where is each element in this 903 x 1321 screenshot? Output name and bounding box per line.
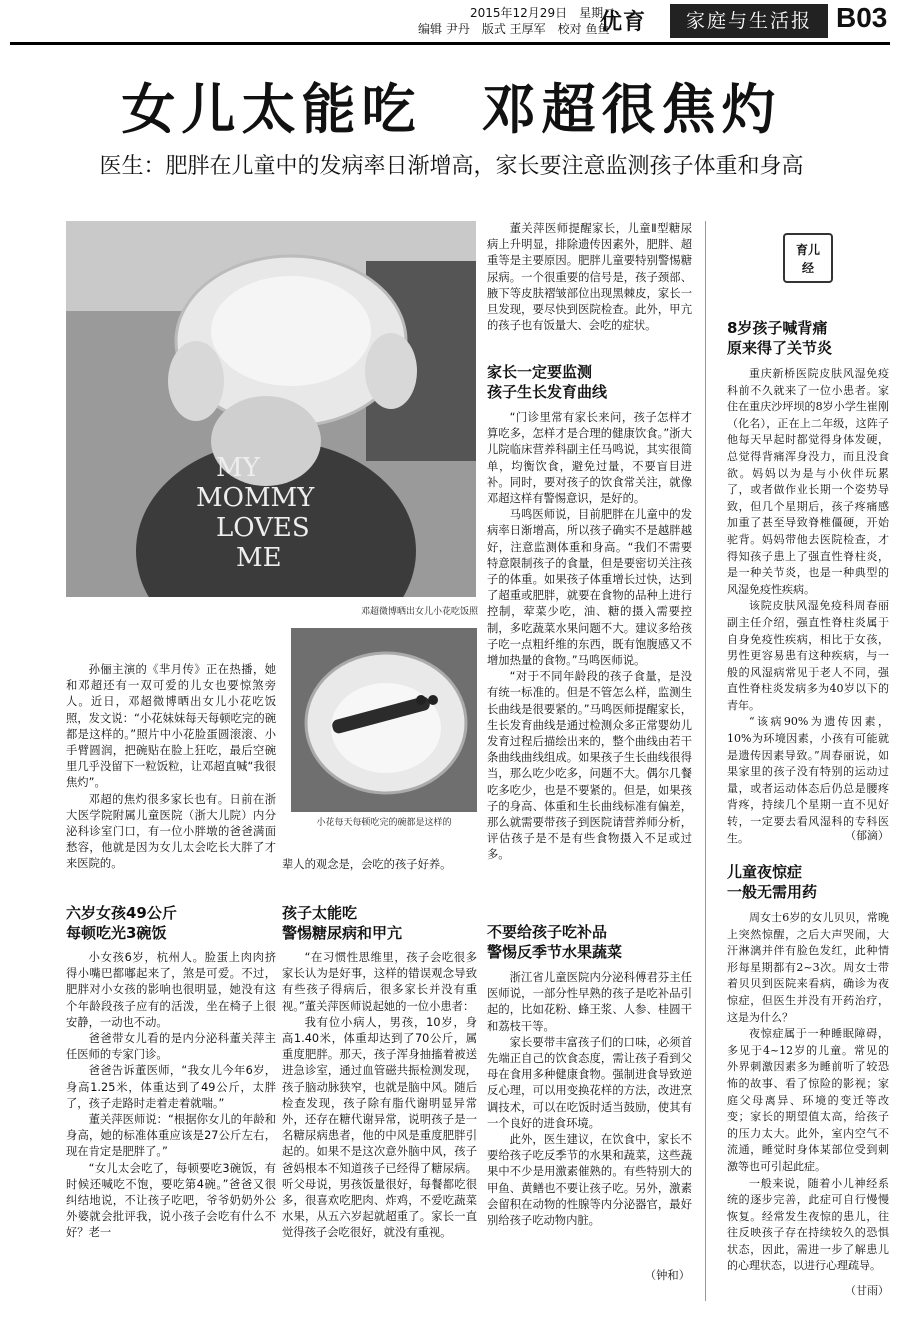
paragraph: 孙俪主演的《芈月传》正在热播，她和邓超还有一双可爱的儿女也要惊煞旁人。近日，邓超微博晒出女儿小花吃饭照，发文说：“小花妹妹每天每顿吃完的碗都是这样的。”照片中小花脸蛋圆滚滚、小手臂圆润，把碗贴在脸上狂吃，最后空碗里几乎没留下一粒饭粒，让邓超直喊“我很焦灼”。 — [66, 663, 276, 790]
column-3-intro — [487, 221, 692, 334]
section-name: 优育 — [600, 10, 647, 35]
paragraph: 周女士6岁的女儿贝贝，常晚上突然惊醒，之后大声哭闹，大汗淋漓并伴有脸色发红，此种情形每星期都有2~3次。周女士带着贝贝到医院来看病，确诊为夜惊症，但医生并没有开药治疗，这是为什么？ — [727, 911, 889, 1024]
column-2-tail — [282, 857, 477, 873]
sidebar-credit-1: （郁滴） — [845, 829, 889, 842]
svg-text:ME: ME — [236, 543, 282, 573]
heading-line: 六岁女孩49公斤 — [66, 904, 177, 922]
editor-credits: 编辑 尹丹 版式 王厚军 校对 鱼鱼 — [418, 22, 610, 36]
column-1-intro — [66, 662, 276, 873]
parenting-badge — [783, 233, 833, 283]
page-headline: 女儿太能吃 邓超很焦灼 — [121, 77, 782, 141]
heading-line: 不要给孩子吃补品 — [487, 923, 608, 941]
photo-girl-eating — [66, 221, 476, 597]
paragraph: “该病90%为遗传因素，10%为环境因素，小孩有可能就是遗传因素导致。”周春丽说，如果家里的孩子没有特别的运动过量，或者运动体态后仍总是腰疼背疼，持续几个星期一直不见好转，一定要去看风湿科的专科医生。 — [727, 715, 889, 845]
column-3-body — [487, 410, 692, 864]
sidebar-story-1 — [727, 366, 889, 847]
photo2-caption: 小花每天每顿吃完的碗都是这样的 — [316, 818, 452, 828]
paragraph: 该院皮肤风湿免疫科周春丽副主任介绍，强直性脊柱炎属于自身免疫性疾病，相比于女孩，男性更容易患有这种疾病，与一般的风湿病常见于老人不同，强直性脊柱炎发病多为40岁以下的青年。 — [727, 599, 889, 712]
heading-line: 原来得了关节炎 — [727, 339, 833, 357]
article-credit: （钟和） — [644, 1269, 690, 1282]
section-heading-2 — [282, 903, 477, 943]
section-heading-3 — [487, 362, 692, 402]
paragraph-tail: 辈人的观念是，会吃的孩子好养。 — [282, 858, 452, 871]
column-3-body-2 — [487, 970, 692, 1229]
paragraph: 爸爸告诉董医师，“我女儿今年6岁，身高1.25米，体重达到了49公斤，太胖了，孩子走路时走着走着就喘。” — [66, 1064, 276, 1110]
page-subheadline: 医生：肥胖在儿童中的发病率日渐增高，家长要注意监测孩子体重和身高 — [99, 154, 804, 179]
paragraph: “女儿太会吃了，每顿要吃3碗饭，有时候还喊吃不饱，要吃第4碗。”爸爸又很纠结地说，不让孩子吃吧，爷爷奶奶外公外婆就会批评我，说小孩子会吃有什么不好？老一 — [66, 1161, 276, 1240]
paragraph: 小女孩6岁，杭州人。脸蛋上肉肉挤得小嘴巴都嘟起来了，煞是可爱。不过，肥胖对小女孩的影响也很明显，她没有这个年龄段孩子应有的活泼，坐在椅子上很安静，一动也不动。 — [66, 951, 276, 1029]
paragraph: 董关萍医师提醒家长，儿童Ⅱ型糖尿病上升明显，排除遗传因素外，肥胖、超重等是主要原因。肥胖儿童要特别警惕糖尿病。一个很重要的信号是，孩子颈部、腋下等皮肤褶皱部位出现黑棘皮，家长一旦发现，要尽快到医院检查。此外，甲亢的孩子也有饭量大、会吃的症状。 — [487, 222, 692, 333]
paragraph: 我有位小病人，男孩，10岁，身高1.40米，体重却达到了70公斤，属重度肥胖。那天，孩子浑身抽搐着被送进急诊室，通过血管磁共振检测发现，孩子脑动脉狭窄，也就是脑中风。随后检查发现，孩子除有脂代谢明显异常外，还存在糖代谢异常，说明孩子是一名糖尿病患者，他的中风是重度肥胖引起的。如果不是这次意外脑中风，孩子爸妈根本不知道孩子已经得了糖尿病。听父母说，男孩饭量很好，每餐都吃很多，很喜欢吃肥肉、炸鸡，不爱吃蔬菜水果，从五六岁起就超重了。家长一直觉得孩子会吃很好，就没有重视。 — [282, 1015, 477, 1240]
page-number: B03 — [836, 2, 888, 33]
newspaper-logo: 家庭与生活报 — [670, 4, 828, 38]
paragraph: 此外，医生建议，在饮食中，家长不要给孩子吃反季节的水果和蔬菜，这些蔬果中不少是用激素催熟的。有些特别大的甲鱼、黄鳝也不要让孩子吃。另外，激素会留积在动物的性腺等内分泌器官，最好别给孩子吃动物内脏。 — [487, 1133, 692, 1228]
heading-line: 警惕反季节水果蔬菜 — [487, 943, 623, 961]
svg-text:MOMMY: MOMMY — [196, 483, 315, 513]
heading-line: 孩子生长发育曲线 — [487, 383, 608, 401]
paragraph: 爸爸带女儿看的是内分泌科董关萍主任医师的专家门诊。 — [66, 1032, 276, 1062]
section-heading-4 — [487, 922, 692, 962]
paragraph: “门诊里常有家长来问，孩子怎样才算吃多，怎样才是合理的健康饮食。”浙大儿院临床营养科副主任马鸣说，其实很简单，均衡饮食，避免过量，不要盲目进补。同时，要对孩子的饮食常关注，就像邓超这样有警惕意识，是好的。 — [487, 411, 692, 506]
column-2-body — [282, 950, 477, 1242]
heading-line: 家长一定要监测 — [487, 363, 593, 381]
section-heading-1 — [66, 903, 276, 943]
paragraph: 重庆新桥医院皮肤风湿免疫科前不久就来了一位小患者。家住在重庆沙坪坝的8岁小学生崔刚（化名），正在上二年级，这阵子他每天早起时都觉得身体发硬，总觉得背痛浑身没力，而且没食欲。妈妈以为是与小伙伴玩累了，或者做作业长期一个姿势导致，但几个星期后，孩子疼痛感加重了甚至导致脊椎僵硬，开始驼背。妈妈带他去医院检查，才得知孩子患上了强直性脊柱炎，是一种关节炎，也是一种典型的风湿免疫性疾病。 — [727, 367, 889, 596]
svg-text:LOVES: LOVES — [216, 513, 310, 543]
paragraph: “对于不同年龄段的孩子食量，是没有统一标准的。但是不管怎么样，监测生长曲线是很要紧的。”马鸣医师提醒家长，生长发育曲线是通过检测众多正常婴幼儿发育过程后描绘出来的，整个曲线由若干条曲线曲线组成。如果孩子生长曲线很得当，那么吃少吃多，问题不大。偶尔几餐吃多吃少，也是不要紧的。但是，如果孩子的身高、体重和生长曲线标准有偏差，那么就需要带孩子到医院请营养师分析，评估孩子是不是有些食物摄入不足或过多。 — [487, 670, 692, 862]
heading-line: 孩子太能吃 — [282, 904, 358, 922]
photo1-caption: 邓超微博晒出女儿小花吃饭照 — [360, 607, 478, 617]
sidebar-story-2 — [727, 910, 889, 1275]
paragraph: 家长要带丰富孩子们的口味，必须首先端正自己的饮食态度，需让孩子看到父母在食用多种健康食物。强制进食导致逆反心理，可以用变换花样的方法，改进烹调技术，可以在吃饭时适当鼓励，使其有一个良好的进食环境。 — [487, 1035, 692, 1130]
masthead-rule — [10, 42, 890, 45]
paragraph: “在习惯性思维里，孩子会吃很多家长认为是好事，这样的错误观念导致有些孩子得病后，很多家长并没有重视。”董关萍医师说起她的一位小患者： — [282, 951, 477, 1013]
badge-line: 经 — [801, 261, 814, 275]
empty-bowl-illustration — [291, 628, 477, 812]
heading-line: 警惕糖尿病和甲亢 — [282, 924, 403, 942]
issue-date: 2015年12月29日 星期二 — [470, 6, 616, 20]
paragraph: 邓超的焦灼很多家长也有。日前在浙大医学院附属儿童医院（浙大儿院）内分泌科诊室门口，有一位小胖墩的爸爸满面愁容，他就是因为女儿太会吃长大胖了才来医院的。 — [66, 792, 276, 871]
paragraph: 夜惊症属于一种睡眠障碍，多见于4~12岁的儿童。常见的外界刺激因素多为睡前听了较恐怖的故事、看了惊险的影视；家庭父母离异、环境的变迁等改变；家长的期望值太高，给孩子的压力太大。此外，室内空气不流通，睡觉时身体某部位受到刺激等也可引起此症。 — [727, 1027, 889, 1173]
heading-line: 儿童夜惊症 — [727, 863, 803, 881]
paragraph: 浙江省儿童医院内分泌科傅君芬主任医师说，一部分性早熟的孩子是吃补品引起的，比如花粉、蜂王浆、人参、桂圆干和荔枝干等。 — [487, 971, 692, 1033]
badge-line: 育儿 — [795, 243, 820, 257]
sidebar-heading-2 — [727, 862, 887, 902]
girl-eating-illustration — [66, 221, 476, 597]
svg-text:MY: MY — [216, 453, 260, 483]
heading-line: 8岁孩子喊背痛 — [727, 319, 828, 337]
sidebar-heading-1 — [727, 318, 887, 358]
heading-line: 一般无需用药 — [727, 883, 818, 901]
photo-empty-bowl — [291, 628, 477, 812]
sidebar-credit-2: （甘雨） — [845, 1284, 889, 1297]
heading-line: 每顿吃光3碗饭 — [66, 924, 167, 942]
paragraph: 马鸣医师说，目前肥胖在儿童中的发病率日渐增高，所以孩子确实不是越胖越好，注意监测体重和身高。“我们不需要特意限制孩子的食量，但是要密切关注孩子的体重。如果孩子体重增长过快，达到了超重或肥胖，就要在食物的品种上进行控制，荤菜少吃，油、糖的摄入需要控制，多吃蔬菜水果问题不大。建议多给孩子吃一点粗纤维的东西，既有饱腹感又不增加热量的食物。”马鸣医师说。 — [487, 508, 692, 668]
column-1-body — [66, 950, 276, 1242]
paragraph: 董关萍医师说：“根据你女儿的年龄和身高，她的标准体重应该是27公斤左右，现在肯定是肥胖了。” — [66, 1113, 276, 1159]
sidebar-divider — [705, 221, 706, 1301]
paragraph: 一般来说，随着小儿神经系统的逐步完善，此症可自行慢慢恢复。经常发生夜惊的患儿，往往反映孩子存在持续较久的恐惧状态，因此，需进一步了解患儿的心理状态，以进行心理疏导。 — [727, 1176, 889, 1273]
